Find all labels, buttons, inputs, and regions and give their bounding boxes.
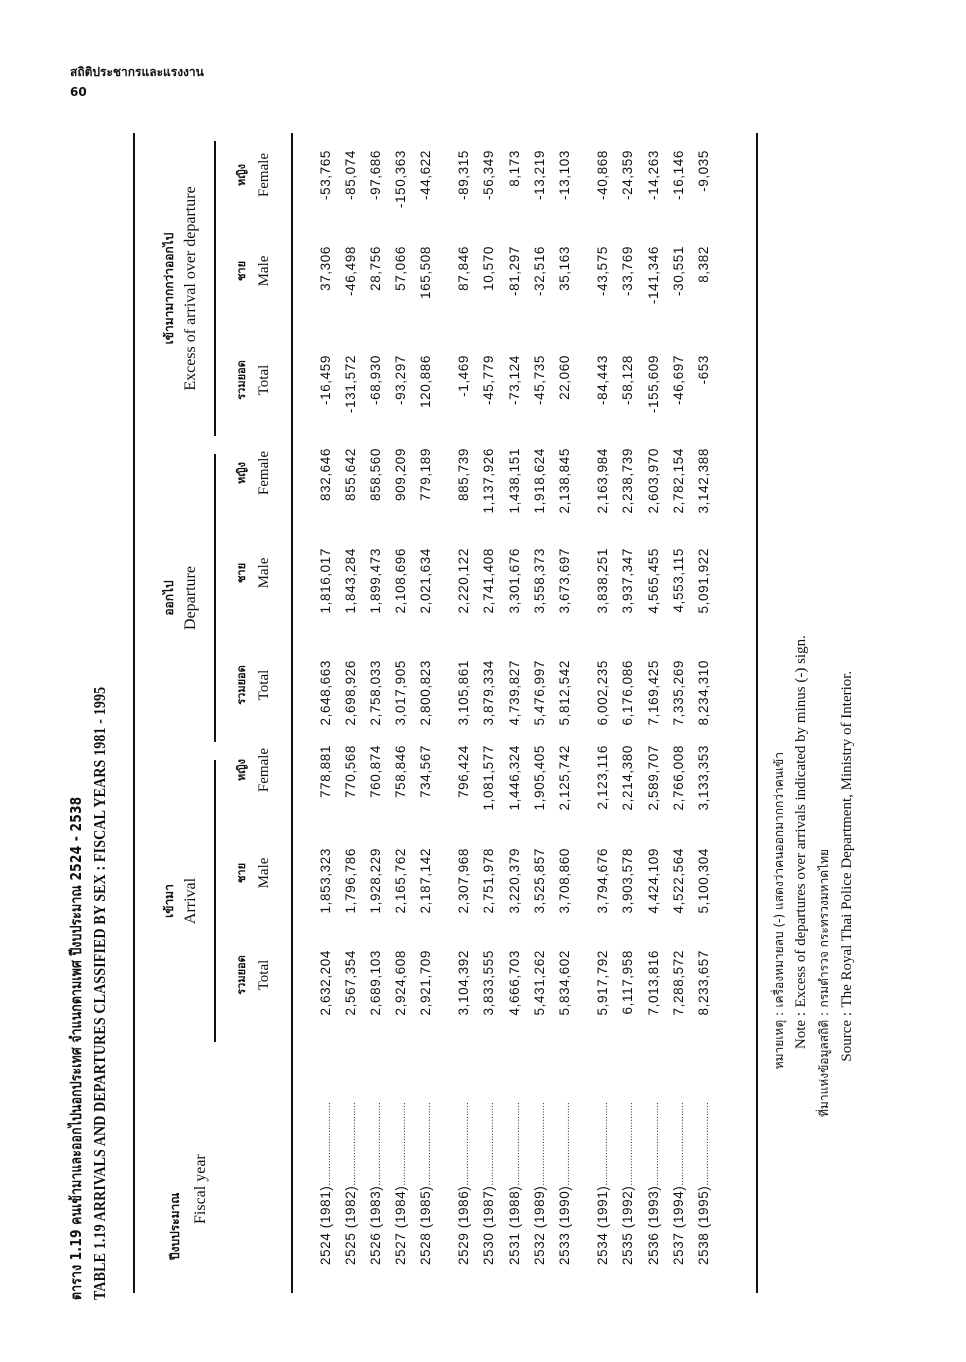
- table-cell: -44,622: [418, 150, 433, 200]
- table-cell: 2,567,354: [343, 950, 358, 1016]
- table-cell: -13,103: [557, 150, 572, 200]
- table-cell: 1,816,017: [318, 548, 333, 614]
- fiscal-year-label: 2537 (1994): [671, 1185, 686, 1265]
- source-text-thai: กรมตำรวจ กระทรวงมหาดไทย: [817, 848, 831, 1008]
- table-cell: 758,846: [393, 745, 408, 798]
- fiscal-year-cell: [393, 1060, 408, 1265]
- source-text: The Royal Thai Police Department, Ministry of Interior.: [839, 670, 855, 1008]
- table-cell: 6,002,235: [595, 660, 610, 726]
- table-cell: 3,794,676: [595, 848, 610, 914]
- table-cell: 1,446,324: [507, 745, 522, 811]
- table-cell: 5,091,922: [696, 548, 711, 614]
- group-header-excess-thai: เข้ามามากกว่าออกไป: [162, 232, 176, 345]
- fiscal-year-label: 2530 (1987): [481, 1185, 496, 1265]
- table-cell: -40,868: [595, 150, 610, 200]
- table-cell: -1,469: [456, 355, 471, 397]
- table-cell: -150,363: [393, 150, 408, 209]
- fiscal-year-label: 2533 (1990): [557, 1185, 572, 1265]
- table-cell: -653: [696, 355, 711, 385]
- leader-dots: ..............................: [536, 1102, 547, 1186]
- leader-dots: ..............................: [347, 1102, 358, 1186]
- fiscal-year-cell: [557, 1060, 572, 1265]
- arrival-group-rule: [214, 760, 216, 1042]
- table-cell: 8,173: [507, 150, 522, 187]
- fiscal-year-cell: [671, 1060, 686, 1265]
- table-cell: -46,498: [343, 246, 358, 296]
- table-cell: 5,917,792: [595, 950, 610, 1016]
- departure-group-rule: [214, 454, 216, 742]
- fiscal-year-cell: [368, 1060, 383, 1265]
- table-cell: 7,169,425: [646, 660, 661, 726]
- table-cell: -131,572: [343, 355, 358, 414]
- table-cell: -16,146: [671, 150, 686, 200]
- group-header-arrival: Arrival: [182, 877, 199, 925]
- fiscal-year-cell: [418, 1060, 433, 1265]
- table-cell: 760,874: [368, 745, 383, 798]
- table-cell: 3,937,347: [620, 548, 635, 614]
- table-cell: -32,516: [532, 246, 547, 296]
- fiscal-year-label: 2536 (1993): [646, 1185, 661, 1265]
- column-header-thai: ชาย: [235, 260, 248, 282]
- table-cell: 3,558,373: [532, 548, 547, 614]
- table-cell: 779,189: [418, 448, 433, 501]
- table-cell: 2,758,033: [368, 660, 383, 726]
- table-cell: 37,306: [318, 246, 333, 291]
- table-cell: 2,108,696: [393, 548, 408, 614]
- table-cell: 858,560: [368, 448, 383, 501]
- table-cell: 2,165,762: [393, 848, 408, 914]
- leader-dots: ..............................: [460, 1102, 471, 1186]
- table-cell: 2,214,380: [620, 745, 635, 811]
- leader-dots: ..............................: [397, 1102, 408, 1186]
- column-header-thai: หญิง: [235, 462, 248, 484]
- table-cell: 2,924,608: [393, 950, 408, 1016]
- fiscal-year-cell: [620, 1060, 635, 1265]
- table-cell: 3,104,392: [456, 950, 471, 1016]
- fiscal-year-cell: [456, 1060, 471, 1265]
- table-cell: 3,833,555: [481, 950, 496, 1016]
- table-cell: 4,739,827: [507, 660, 522, 726]
- table-cell: 57,066: [393, 246, 408, 291]
- leader-dots: ..............................: [372, 1102, 383, 1186]
- table-cell: -155,609: [646, 355, 661, 414]
- table-cell: -9,035: [696, 150, 711, 192]
- fiscal-year-label: 2531 (1988): [507, 1185, 522, 1265]
- table-cell: 120,886: [418, 355, 433, 408]
- table-cell: 1,081,577: [481, 745, 496, 811]
- fiscal-year-label: 2525 (1982): [343, 1185, 358, 1265]
- table-cell: 4,553,115: [671, 548, 686, 613]
- column-header-thai: หญิง: [235, 759, 248, 781]
- table-cell: 1,899,473: [368, 548, 383, 614]
- fiscal-year-label: 2535 (1992): [620, 1185, 635, 1265]
- column-header: Total: [256, 669, 272, 701]
- table-cell: 5,812,542: [557, 660, 572, 726]
- note-text: Excess of departures over arrivals indicated by minus (-) sign.: [793, 635, 809, 1008]
- table-cell: 35,163: [557, 246, 572, 291]
- table-cell: 3,903,578: [620, 848, 635, 914]
- table-cell: -30,551: [671, 246, 686, 296]
- table-cell: -68,930: [368, 355, 383, 405]
- table-cell: 5,834,602: [557, 950, 572, 1016]
- fiscal-year-label: 2534 (1991): [595, 1185, 610, 1265]
- table-cell: -73,124: [507, 355, 522, 405]
- table-cell: -24,359: [620, 150, 635, 200]
- table-cell: 7,013,816: [646, 950, 661, 1016]
- table-cell: -93,297: [393, 355, 408, 405]
- fiscal-year-label: 2524 (1981): [318, 1185, 333, 1265]
- section-title: สถิติประชากรและแรงงาน: [70, 65, 204, 79]
- group-header-departure: Departure: [182, 566, 199, 630]
- table-cell: 1,918,624: [532, 448, 547, 514]
- column-header: Female: [256, 152, 272, 198]
- footnote-note: [792, 635, 810, 1162]
- note-label: Note :: [793, 1012, 809, 1050]
- table-header-rule: [291, 133, 293, 1293]
- column-header: Female: [256, 747, 272, 793]
- table-cell: 2,921,709: [418, 950, 433, 1016]
- leader-dots: ..............................: [485, 1102, 496, 1186]
- group-header-arrival-thai: เข้ามา: [162, 884, 176, 918]
- table-top-rule: [133, 133, 135, 1293]
- table-cell: 1,853,323: [318, 848, 333, 914]
- table-cell: 2,125,742: [557, 745, 572, 811]
- table-cell: 2,648,663: [318, 660, 333, 726]
- fiscal-year-header-thai: ปีงบประมาณ: [168, 1192, 182, 1260]
- table-cell: 778,881: [318, 745, 333, 798]
- table-cell: 3,220,379: [507, 848, 522, 914]
- fiscal-year-label: 2532 (1989): [532, 1185, 547, 1265]
- table-cell: 3,017,905: [393, 660, 408, 726]
- remark-label: หมายเหตุ :: [772, 1012, 786, 1070]
- table-cell: 5,476,997: [532, 660, 547, 726]
- table-cell: 2,220,122: [456, 548, 471, 614]
- leader-dots: ..............................: [650, 1102, 661, 1186]
- table-cell: 7,335,269: [671, 660, 686, 726]
- table-bottom-rule: [756, 133, 758, 1293]
- table-cell: 6,176,086: [620, 660, 635, 726]
- table-cell: -14,263: [646, 150, 661, 200]
- footnote-source: [838, 671, 856, 1162]
- table-cell: 1,137,926: [481, 448, 496, 514]
- table-cell: -53,765: [318, 150, 333, 200]
- table-cell: 2,698,926: [343, 660, 358, 726]
- table-cell: 5,100,304: [696, 848, 711, 914]
- table-cell: 5,431,262: [532, 950, 547, 1016]
- fiscal-year-label: 2528 (1985): [418, 1185, 433, 1265]
- table-cell: 2,689,103: [368, 950, 383, 1016]
- column-header-thai: รวมยอด: [235, 360, 248, 400]
- fiscal-year-cell: [696, 1060, 711, 1265]
- table-cell: 855,642: [343, 448, 358, 501]
- column-header: Male: [256, 557, 272, 589]
- table-cell: 2,238,739: [620, 448, 635, 514]
- table-cell: -16,459: [318, 355, 333, 405]
- table-cell: 1,796,786: [343, 848, 358, 914]
- leader-dots: ..............................: [422, 1102, 433, 1186]
- table-cell: 2,782,154: [671, 448, 686, 514]
- fiscal-year-cell: [646, 1060, 661, 1265]
- table-cell: -45,735: [532, 355, 547, 405]
- table-cell: 2,603,970: [646, 448, 661, 514]
- table-cell: 10,570: [481, 246, 496, 291]
- table-cell: -97,686: [368, 150, 383, 200]
- table-cell: 1,843,284: [343, 548, 358, 614]
- table-cell: 2,123,116: [595, 745, 610, 810]
- leader-dots: ..............................: [675, 1102, 686, 1186]
- table-cell: 796,424: [456, 745, 471, 798]
- table-cell: -33,769: [620, 246, 635, 296]
- table-cell: 734,567: [418, 745, 433, 798]
- column-header-thai: รวมยอด: [235, 955, 248, 995]
- table-cell: 87,846: [456, 246, 471, 291]
- table-cell: -56,349: [481, 150, 496, 200]
- source-label-thai: ที่มาแห่งข้อมูลสถิติ :: [817, 1012, 831, 1117]
- leader-dots: ..............................: [561, 1102, 572, 1186]
- table-cell: -85,074: [343, 150, 358, 200]
- group-header-excess: Excess of arrival over departure: [182, 186, 199, 391]
- table-cell: 3,142,388: [696, 448, 711, 514]
- fiscal-year-cell: [343, 1060, 358, 1265]
- fiscal-year-label: 2527 (1984): [393, 1185, 408, 1265]
- table-cell: 770,568: [343, 745, 358, 798]
- table-cell: 165,508: [418, 246, 433, 299]
- table-cell: 2,589,707: [646, 745, 661, 811]
- table-cell: 28,756: [368, 246, 383, 291]
- table-cell: 3,708,860: [557, 848, 572, 914]
- table-cell: 909,209: [393, 448, 408, 501]
- leader-dots: ..............................: [624, 1102, 635, 1186]
- group-header-departure-thai: ออกไป: [162, 580, 176, 616]
- table-cell: 8,382: [696, 246, 711, 283]
- table-cell: 3,525,857: [532, 848, 547, 914]
- table-cell: 4,565,455: [646, 548, 661, 614]
- table-cell: 2,741,408: [481, 548, 496, 614]
- excess-group-rule: [214, 141, 216, 436]
- fiscal-year-cell: [318, 1060, 333, 1265]
- table-cell: 2,163,984: [595, 448, 610, 514]
- table-cell: -141,346: [646, 246, 661, 305]
- column-header: Female: [256, 450, 272, 496]
- table-cell: -43,575: [595, 246, 610, 296]
- column-header: Total: [256, 364, 272, 396]
- table-cell: 3,133,353: [696, 745, 711, 811]
- table-cell: 2,751,978: [481, 848, 496, 914]
- table-cell: 8,233,657: [696, 950, 711, 1016]
- table-cell: 4,522,564: [671, 848, 686, 914]
- table-cell: 7,288,572: [671, 950, 686, 1016]
- column-header-thai: ชาย: [235, 562, 248, 584]
- fiscal-year-cell: [532, 1060, 547, 1265]
- column-header-thai: รวมยอด: [235, 665, 248, 705]
- page-number: 60: [70, 85, 87, 99]
- table-cell: 3,301,676: [507, 548, 522, 614]
- table-cell: 2,800,823: [418, 660, 433, 726]
- leader-dots: ..............................: [511, 1102, 522, 1186]
- table-cell: 3,673,697: [557, 548, 572, 614]
- table-cell: 2,307,968: [456, 848, 471, 914]
- leader-dots: ..............................: [599, 1102, 610, 1186]
- table-cell: 1,438,151: [507, 448, 522, 514]
- column-header: Male: [256, 857, 272, 889]
- table-cell: -45,779: [481, 355, 496, 405]
- table-cell: 832,646: [318, 448, 333, 501]
- table-cell: 2,138,845: [557, 448, 572, 514]
- table-cell: -46,697: [671, 355, 686, 405]
- table-cell: 22,060: [557, 355, 572, 400]
- table-cell: 3,105,861: [456, 660, 471, 726]
- leader-dots: ..............................: [322, 1102, 333, 1186]
- footnote-remark-thai: [770, 752, 789, 1162]
- column-header: Total: [256, 959, 272, 991]
- fiscal-year-cell: [595, 1060, 610, 1265]
- table-cell: 2,021,634: [418, 548, 433, 614]
- table-cell: 885,739: [456, 448, 471, 501]
- table-cell: 1,905,405: [532, 745, 547, 811]
- footnote-source-thai: [815, 849, 834, 1162]
- table-title-english: TABLE 1.19 ARRIVALS AND DEPARTURES CLASSIFIED BY SEX : FISCAL YEARS 1981 - 1995: [90, 686, 109, 1300]
- fiscal-year-header-english: Fiscal year: [192, 1154, 209, 1224]
- fiscal-year-label: 2529 (1986): [456, 1185, 471, 1265]
- fiscal-year-label: 2526 (1983): [368, 1185, 383, 1265]
- table-cell: 8,234,310: [696, 660, 711, 726]
- column-header: Male: [256, 255, 272, 287]
- table-cell: 3,879,334: [481, 660, 496, 726]
- table-cell: -13,219: [532, 150, 547, 200]
- fiscal-year-cell: [481, 1060, 496, 1265]
- table-cell: -84,443: [595, 355, 610, 405]
- table-cell: 4,666,703: [507, 950, 522, 1016]
- table-cell: -81,297: [507, 246, 522, 296]
- table-cell: -89,315: [456, 150, 471, 200]
- table-cell: -58,128: [620, 355, 635, 405]
- fiscal-year-cell: [507, 1060, 522, 1265]
- remark-text: เครื่องหมายลบ (-) แสดงว่าคนออกมากกว่าคนเข้า: [772, 751, 786, 1008]
- table-cell: 1,928,229: [368, 848, 383, 914]
- table-cell: 2,187,142: [418, 848, 433, 914]
- column-header-thai: ชาย: [235, 862, 248, 884]
- table-cell: 2,632,204: [318, 950, 333, 1016]
- column-header-thai: หญิง: [235, 164, 248, 186]
- table-cell: 6,117,958: [620, 950, 635, 1015]
- table-cell: 4,424,109: [646, 848, 661, 914]
- table-cell: 2,766,008: [671, 745, 686, 811]
- table-cell: 3,838,251: [595, 548, 610, 614]
- source-label: Source :: [839, 1012, 855, 1062]
- leader-dots: ..............................: [700, 1102, 711, 1186]
- fiscal-year-label: 2538 (1995): [696, 1185, 711, 1265]
- table-title-thai: ตาราง 1.19 คนเข้ามาและออกไปนอกประเทศ จำแนกตามเพศ ปีงบประมาณ 2524 - 2538: [67, 796, 85, 1300]
